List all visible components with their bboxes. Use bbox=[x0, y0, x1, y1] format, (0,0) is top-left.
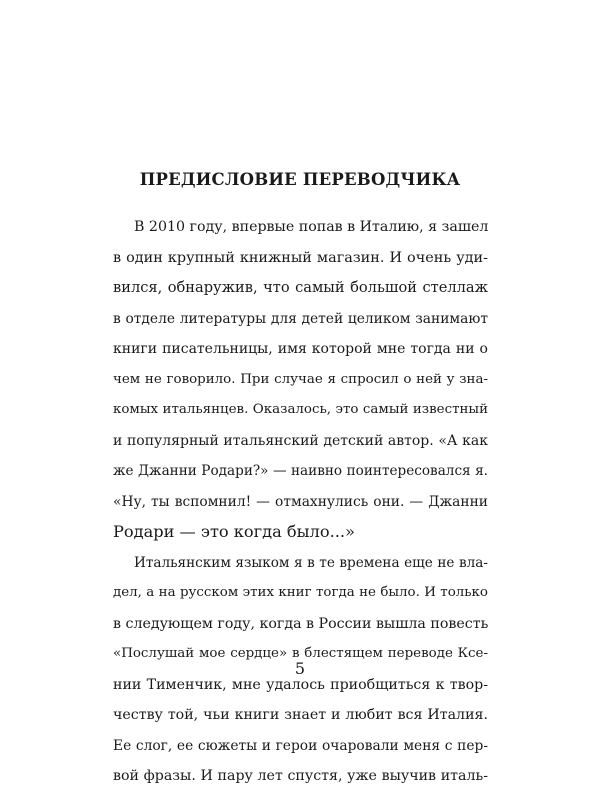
text-line: чем не говорило. При случае я спросил о ней у зна- bbox=[113, 371, 488, 387]
text-line: книги писательницы, имя которой мне тогда ни о bbox=[113, 341, 488, 357]
text-line: нии Тименчик, мне удалось приобщиться к твор- bbox=[113, 676, 488, 693]
text-line: вился, обнаружив, что самый большой стеллаж bbox=[113, 279, 488, 296]
text-line: же Джанни Родари?» — наивно поинтересовался я. bbox=[113, 463, 488, 479]
text-line: «Послушай мое сердце» в блестящем переводе Ксе- bbox=[113, 646, 488, 661]
text-line: и популярный итальянский детский автор. «А как bbox=[113, 432, 488, 449]
text-line: вой фразы. И пару лет спустя, уже выучив италь- bbox=[113, 768, 488, 784]
text-line: комых итальянцев. Оказалось, это самый известный bbox=[113, 402, 488, 417]
text-line: Родари — это когда было...» bbox=[113, 522, 355, 541]
chapter-title: ПРЕДИСЛОВИЕ ПЕРЕВОДЧИКА bbox=[139, 170, 461, 189]
page-number: 5 bbox=[294, 659, 306, 678]
text-line: Итальянским языком я в те времена еще не вла- bbox=[134, 554, 488, 571]
text-line: в следующем году, когда в России вышла повесть bbox=[113, 615, 489, 632]
body-text bbox=[113, 212, 488, 792]
text-line: Ее слог, ее сюжеты и герои очаровали меня с пер- bbox=[113, 737, 488, 754]
text-line: в отделе литературы для детей целиком занимают bbox=[113, 310, 488, 327]
text-line: дел, а на русском этих книг тогда не было. И только bbox=[113, 585, 488, 600]
text-line: в один крупный книжный магазин. И очень уди- bbox=[113, 249, 488, 266]
text-line: «Ну, ты вспомнил! — отмахнулись они. — Джанни bbox=[113, 493, 488, 510]
text-line: В 2010 году, впервые попав в Италию, я зашел bbox=[134, 219, 489, 235]
text-line: честву той, чьи книги знает и любит вся Италия. bbox=[113, 707, 488, 723]
